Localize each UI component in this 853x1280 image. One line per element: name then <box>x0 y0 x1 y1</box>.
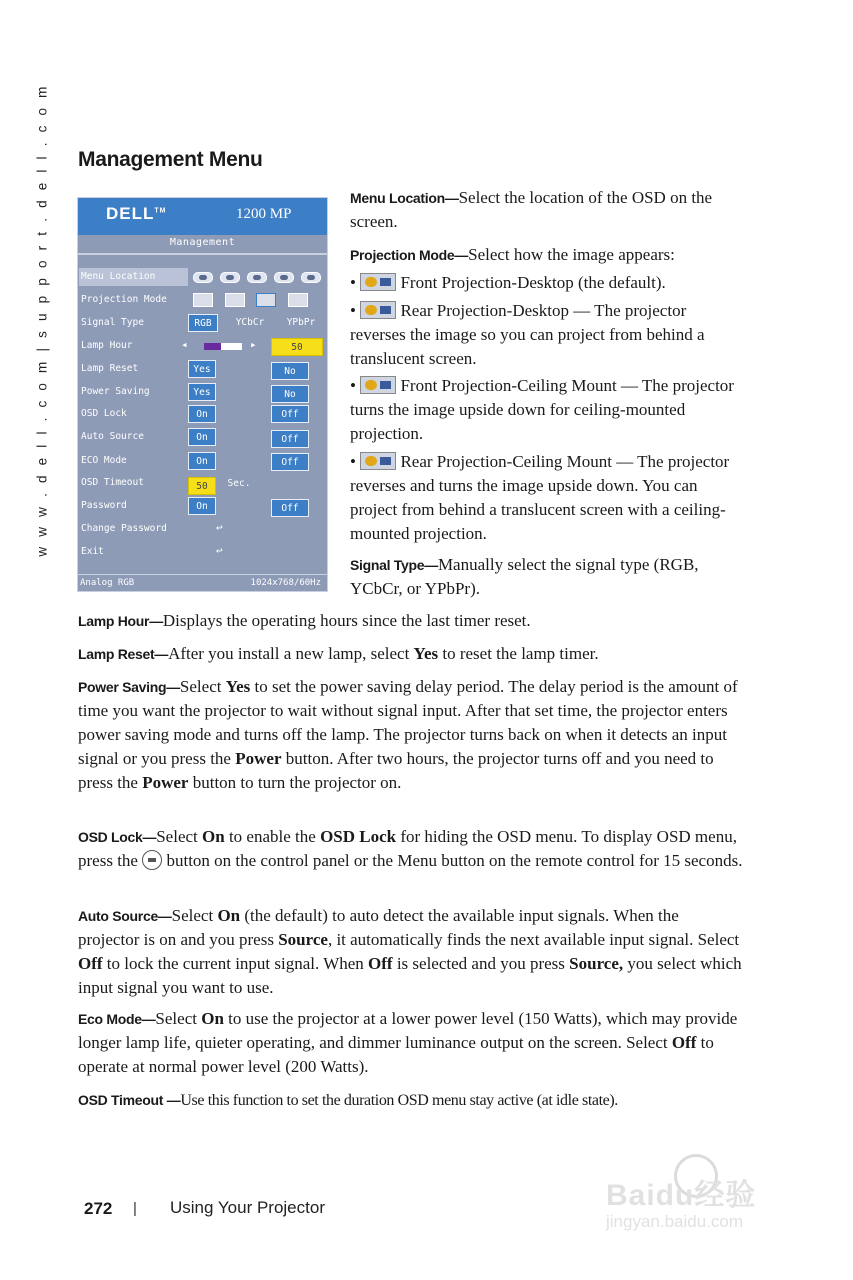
osd-row-lamp-reset <box>78 360 327 378</box>
auto-source-off: Off <box>271 430 309 448</box>
bold-term: Yes <box>413 644 439 663</box>
osd-timeout-value: 50 <box>188 477 216 495</box>
dell-logo: DELL™ <box>106 204 167 223</box>
para-text: you select which input signal you want to use. <box>78 954 742 997</box>
para-eco-mode <box>78 1007 743 1079</box>
osd-row-auto-source <box>78 428 327 446</box>
osd-label: Power Saving <box>81 386 150 397</box>
osd-label: Change Password <box>81 523 167 534</box>
para-text: button to turn the projector on. <box>188 773 402 792</box>
osd-label: Projection Mode <box>81 294 167 305</box>
lamp-hour-value: 50 <box>271 338 323 356</box>
rear-desktop-icon <box>360 301 396 319</box>
osd-label: OSD Lock <box>81 408 127 419</box>
term-label: Lamp Hour— <box>78 613 163 629</box>
para-text: is selected and you press <box>392 954 570 973</box>
osd-lock-on: On <box>188 405 216 423</box>
bold-term: Source <box>278 930 328 949</box>
osd-footer-signal: Analog RGB <box>80 578 135 588</box>
para-text: to enable the <box>224 827 321 846</box>
osd-header <box>78 198 327 235</box>
rear-ceiling-icon <box>360 452 396 470</box>
term-label: Projection Mode— <box>350 247 469 263</box>
osd-row-osd-lock <box>78 405 327 423</box>
para-text: Select the location of the OSD on the screen. <box>350 188 713 231</box>
location-icon <box>301 272 321 283</box>
para-text: to operate at normal power level (200 Watts). <box>78 1033 714 1076</box>
osd-menu-image <box>77 197 328 592</box>
term-label: Menu Location— <box>350 190 459 206</box>
osd-label: Lamp Hour <box>81 340 133 351</box>
term-label: Power Saving— <box>78 679 180 695</box>
lamp-hour-bar-fill <box>204 343 221 350</box>
footer-section-title: Using Your Projector <box>170 1198 325 1217</box>
osd-footer <box>78 574 327 592</box>
para-text: Displays the operating hours since the last timer reset. <box>162 611 531 630</box>
auto-source-on: On <box>188 428 216 446</box>
bullet-text: Rear Projection-Desktop — The projector reverses the image so you can project from behind a translucent screen. <box>350 301 705 368</box>
para-lamp-hour <box>78 609 743 633</box>
power-saving-yes: Yes <box>188 383 216 401</box>
bold-term: Yes <box>225 677 251 696</box>
bold-term: On <box>217 906 241 925</box>
para-text: After you install a new lamp, select <box>168 644 414 663</box>
password-on: On <box>188 497 216 515</box>
bold-term: On <box>201 1009 224 1028</box>
bullet-front-ceiling: • Front Projection-Ceiling Mount — The projector turns the image upside down for ceiling-mounted projection. <box>350 376 734 443</box>
osd-row-power-saving <box>78 383 327 401</box>
lamp-reset-no: No <box>271 362 309 380</box>
osd-label: OSD Timeout <box>81 477 144 488</box>
osd-row-projection-mode <box>78 291 327 309</box>
osd-label: Signal Type <box>81 317 144 328</box>
term-label: Eco Mode— <box>78 1011 156 1027</box>
osd-timeout-unit: Sec. <box>227 478 251 489</box>
signal-ycbcr: YCbCr <box>235 317 265 328</box>
para-text: Select how the image appears: <box>468 245 675 264</box>
eco-mode-on: On <box>188 452 216 470</box>
enter-icon: ↩ <box>216 521 223 534</box>
para-projection-mode <box>350 243 745 267</box>
location-icon <box>193 272 213 283</box>
bold-term: Off <box>78 954 103 973</box>
osd-row-menu-location <box>78 268 327 286</box>
osd-label: Lamp Reset <box>81 363 139 374</box>
osd-row-lamp-hour <box>78 337 327 355</box>
location-icon <box>274 272 294 283</box>
osd-row-signal-type <box>78 314 327 332</box>
watermark-brand: Baidu经验 <box>606 1179 757 1212</box>
bullet-rear-desktop: • Rear Projection-Desktop — The projector reverses the image so you can project from behind a translucent screen. <box>350 301 705 368</box>
increase-icon: ▸ <box>250 338 257 351</box>
osd-row-password <box>78 497 327 515</box>
bold-term: Power <box>142 773 189 792</box>
signal-rgb: RGB <box>188 314 218 332</box>
front-ceiling-icon <box>360 376 396 394</box>
osd-row-eco-mode <box>78 452 327 470</box>
term-label: Lamp Reset— <box>78 646 169 662</box>
lamp-reset-yes: Yes <box>188 360 216 378</box>
bullet-text: Rear Projection-Ceiling Mount — The projector reverses and turns the image upside down. You can project from behind a translucent screen with a ceiling-mounted projection. <box>350 452 730 543</box>
signal-ypbpr: YPbPr <box>286 317 316 328</box>
bullet-front-desktop: • Front Projection-Desktop (the default). <box>350 273 666 292</box>
password-off: Off <box>271 499 309 517</box>
front-desktop-icon <box>193 293 213 307</box>
bold-term: Off <box>368 954 393 973</box>
term-label: Auto Source— <box>78 908 172 924</box>
para-text: Use this function to set the duration OSD menu stay active (at idle state). <box>180 1092 618 1109</box>
para-text: Select <box>179 677 226 696</box>
term-label: OSD Timeout — <box>78 1092 181 1108</box>
para-text: to use the projector at a lower power level (150 Watts), which may provide longer lamp life, quieter operating, and dimmer luminance output on the screen. Select <box>78 1009 738 1052</box>
para-auto-source <box>78 904 743 1000</box>
para-osd-lock <box>78 825 743 873</box>
para-text: Select <box>155 1009 202 1028</box>
front-desktop-icon <box>360 273 396 291</box>
bullet-text: Front Projection-Ceiling Mount — The projector turns the image upside down for ceiling-mounted projection. <box>350 376 734 443</box>
osd-label: Menu Location <box>79 268 188 286</box>
osd-lock-off: Off <box>271 405 309 423</box>
osd-menu-title: Management <box>169 237 236 248</box>
bold-term: Power <box>235 749 282 768</box>
para-text: to reset the lamp timer. <box>438 644 599 663</box>
osd-footer-resolution: 1024x768/60Hz <box>250 578 321 588</box>
rear-desktop-icon <box>225 293 245 307</box>
para-text: button. After two hours, the projector turns off and you need to press the <box>78 749 714 792</box>
para-text: Manually select the signal type (RGB, YCbCr, or YPbPr). <box>350 555 699 598</box>
osd-label: Auto Source <box>81 431 144 442</box>
osd-row-change-password <box>78 520 327 538</box>
para-text: to set the power saving delay period. The delay period is the amount of time you want the projector to wait without signal input. After that set time, the projector enters power saving mode and turns off the lamp. The projector turns back on when it detects an input signal or you press the <box>78 677 738 768</box>
term-label: OSD Lock— <box>78 829 157 845</box>
menu-button-icon <box>142 850 162 870</box>
osd-divider <box>78 253 327 255</box>
para-text: for hiding the OSD menu. To display OSD menu, press the <box>78 827 737 870</box>
lamp-hour-bar <box>204 343 242 350</box>
front-ceiling-icon <box>256 293 276 307</box>
para-text: Select <box>171 906 218 925</box>
para-lamp-reset <box>78 642 743 666</box>
para-menu-location <box>350 186 745 234</box>
bold-term: Source, <box>569 954 624 973</box>
bold-term: OSD Lock <box>320 827 397 846</box>
location-icon <box>247 272 267 283</box>
para-power-saving <box>78 675 743 795</box>
location-icon <box>220 272 240 283</box>
para-text: Select <box>156 827 203 846</box>
para-signal-type <box>350 553 745 601</box>
osd-label: Password <box>81 500 127 511</box>
term-label: Signal Type— <box>350 557 438 573</box>
para-osd-timeout <box>78 1088 758 1113</box>
bold-term: Off <box>671 1033 697 1052</box>
footer-separator: | <box>133 1200 137 1217</box>
watermark-url: jingyan.baidu.com <box>606 1212 744 1231</box>
para-text: (the default) to auto detect the available input signals. When the projector is on and you press <box>78 906 679 949</box>
bullet-rear-ceiling: • Rear Projection-Ceiling Mount — The projector reverses and turns the image upside down. You can project from behind a translucent screen with a ceiling-mounted projection. <box>350 452 730 543</box>
enter-icon: ↩ <box>216 544 223 557</box>
osd-label: Exit <box>81 546 104 557</box>
side-url-text: w w w . d e l l . c o m | s u p p o r t . d e l l . c o m <box>34 83 50 557</box>
osd-row-exit <box>78 543 327 561</box>
para-text: button on the control panel or the Menu button on the remote control for 15 seconds. <box>162 851 743 870</box>
decrease-icon: ◂ <box>181 338 188 351</box>
bullet-text: Front Projection-Desktop (the default). <box>400 273 666 292</box>
baidu-watermark <box>606 1150 806 1250</box>
bold-term: On <box>202 827 225 846</box>
section-title: Management Menu <box>78 148 263 171</box>
osd-label: ECO Mode <box>81 455 127 466</box>
osd-row-osd-timeout <box>78 474 327 492</box>
page-number: 272 <box>84 1199 113 1218</box>
power-saving-no: No <box>271 385 309 403</box>
osd-model: 1200 MP <box>236 206 292 222</box>
para-text: , it automatically finds the next available input signal. Select <box>327 930 740 949</box>
rear-ceiling-icon <box>288 293 308 307</box>
para-text: to lock the current input signal. When <box>102 954 369 973</box>
eco-mode-off: Off <box>271 453 309 471</box>
